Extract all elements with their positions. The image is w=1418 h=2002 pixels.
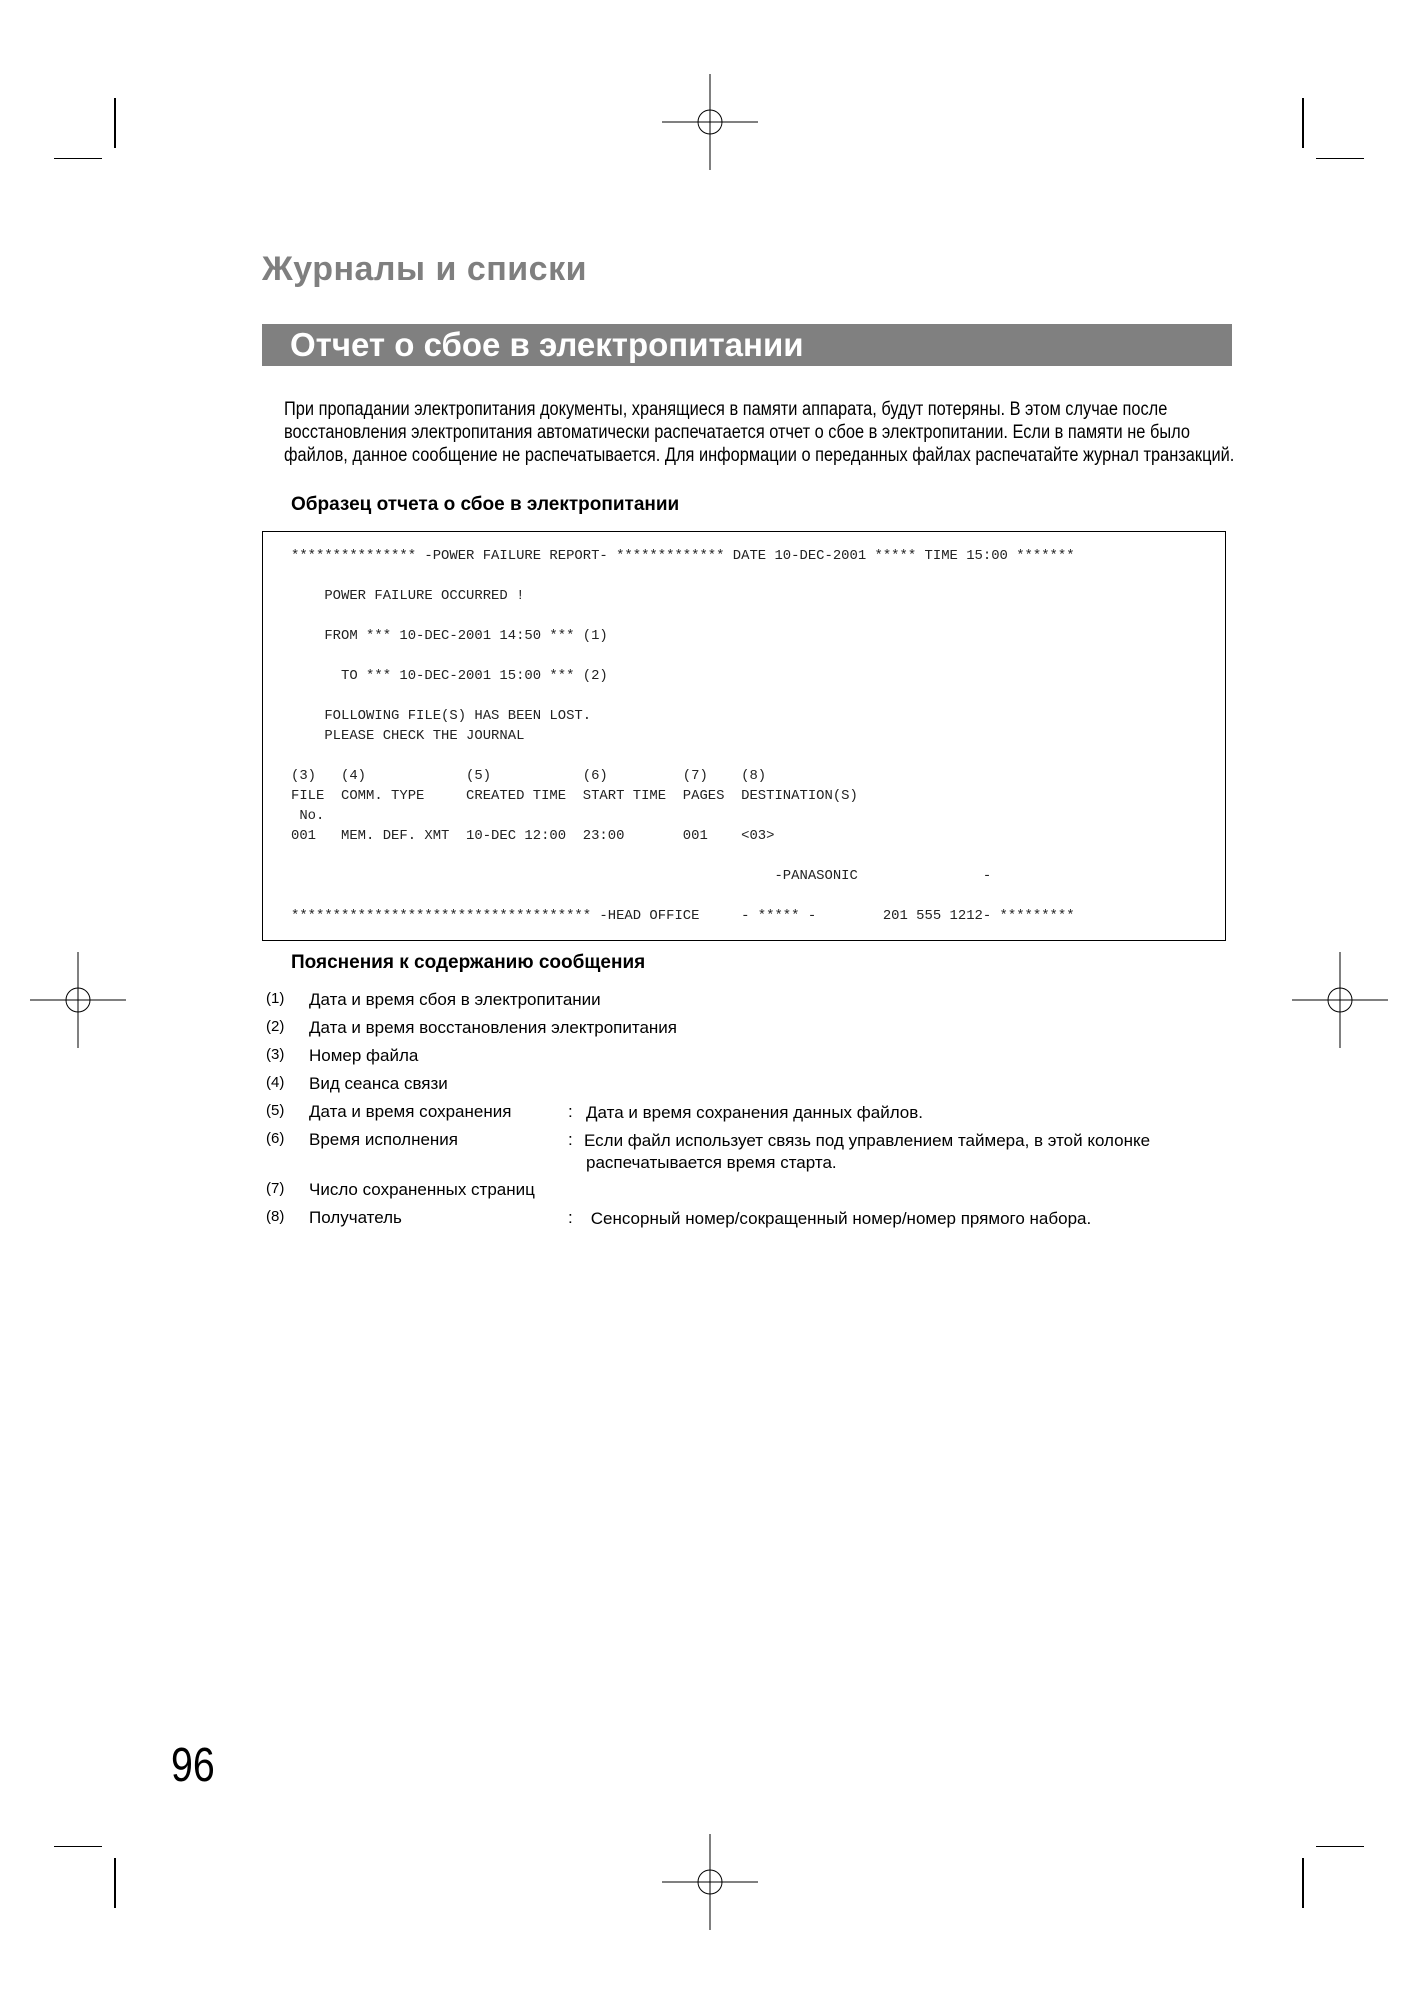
- legend-number: (1): [266, 990, 285, 1007]
- legend-term: Число сохраненных страниц: [309, 1180, 535, 1199]
- legend-term: Дата и время сбоя в электропитании: [309, 990, 601, 1009]
- report-col-headers-2: No.: [291, 808, 325, 824]
- sample-heading: Образец отчета о сбое в электропитании: [291, 494, 680, 515]
- intro-line: файлов, данное сообщение не распечатывается. Для информации о переданных файлах распечатайте журнал транзакций.: [284, 445, 1235, 466]
- legend-term: Вид сеанса связи: [309, 1074, 448, 1093]
- legend-colon: :: [568, 1130, 573, 1149]
- intro-line: восстановления электропитания автоматически распечатается отчет о сбое в электропитании. Если в памяти не было: [284, 422, 1190, 443]
- intro-paragraph: [284, 398, 1235, 467]
- report-occurred: POWER FAILURE OCCURRED !: [291, 588, 525, 604]
- registration-mark-icon: [662, 1834, 758, 1930]
- legend-description: Сенсорный номер/сокращенный номер/номер прямого набора.: [586, 1209, 1092, 1228]
- legend-number: (7): [266, 1180, 285, 1197]
- report-from: FROM *** 10-DEC-2001 14:50 *** (1): [291, 628, 608, 644]
- legend-description: Если файл использует связь под управлением таймера, в этой колонке: [584, 1131, 1151, 1150]
- legend-number: (3): [266, 1046, 285, 1063]
- legend-term: Время исполнения: [309, 1130, 458, 1149]
- legend-term: Получатель: [309, 1208, 402, 1227]
- legend-number: (2): [266, 1018, 285, 1035]
- report-lost-2: PLEASE CHECK THE JOURNAL: [291, 728, 525, 744]
- report-header: *************** -POWER FAILURE REPORT- ************* DATE 10-DEC-2001 ***** TIME 15:00 *******: [291, 548, 1075, 564]
- legend-number: (6): [266, 1130, 285, 1147]
- crop-mark: [1316, 1846, 1364, 1847]
- crop-mark: [54, 1846, 102, 1847]
- report-col-numbers: (3) (4) (5) (6) (7) (8): [291, 768, 767, 784]
- intro-line: При пропадании электропитания документы, хранящиеся в памяти аппарата, будут потеряны. В этом случае после: [284, 399, 1168, 420]
- report-sample-box: [262, 531, 1226, 941]
- legend-number: (4): [266, 1074, 285, 1091]
- crop-mark: [114, 1858, 116, 1908]
- legend-number: (8): [266, 1208, 285, 1225]
- report-data-row: 001 MEM. DEF. XMT 10-DEC 12:00 23:00 001 <03>: [291, 828, 775, 844]
- report-panasonic: -PANASONIC -: [291, 868, 992, 884]
- section-title: Журналы и списки: [262, 250, 588, 288]
- registration-mark-icon: [662, 74, 758, 170]
- legend-description: Дата и время сохранения данных файлов.: [586, 1103, 924, 1122]
- legend-description-cont: распечатывается время старта.: [586, 1153, 837, 1172]
- legend-term: Номер файла: [309, 1046, 419, 1065]
- registration-mark-icon: [1292, 952, 1388, 1048]
- legend-number: (5): [266, 1102, 285, 1119]
- crop-mark: [1302, 1858, 1304, 1908]
- crop-mark: [1316, 158, 1364, 159]
- legend-colon: :: [568, 1208, 573, 1227]
- crop-mark: [1302, 98, 1304, 148]
- page-number: 96: [171, 1739, 215, 1792]
- legend-colon: :: [568, 1102, 573, 1121]
- explain-heading: Пояснения к содержанию сообщения: [291, 952, 646, 973]
- legend-term: Дата и время сохранения: [309, 1102, 512, 1121]
- report-footer: ************************************ -HEAD OFFICE - ***** - 201 555 1212- *********: [291, 908, 1075, 924]
- crop-mark: [54, 158, 102, 159]
- crop-mark: [114, 98, 116, 148]
- report-text: [291, 546, 1075, 926]
- report-col-headers: FILE COMM. TYPE CREATED TIME START TIME PAGES DESTINATION(S): [291, 788, 858, 804]
- registration-mark-icon: [30, 952, 126, 1048]
- legend-term: Дата и время восстановления электропитания: [309, 1018, 677, 1037]
- page-title: Отчет о сбое в электропитании: [262, 324, 1232, 366]
- report-lost-1: FOLLOWING FILE(S) HAS BEEN LOST.: [291, 708, 592, 724]
- report-to: TO *** 10-DEC-2001 15:00 *** (2): [291, 668, 608, 684]
